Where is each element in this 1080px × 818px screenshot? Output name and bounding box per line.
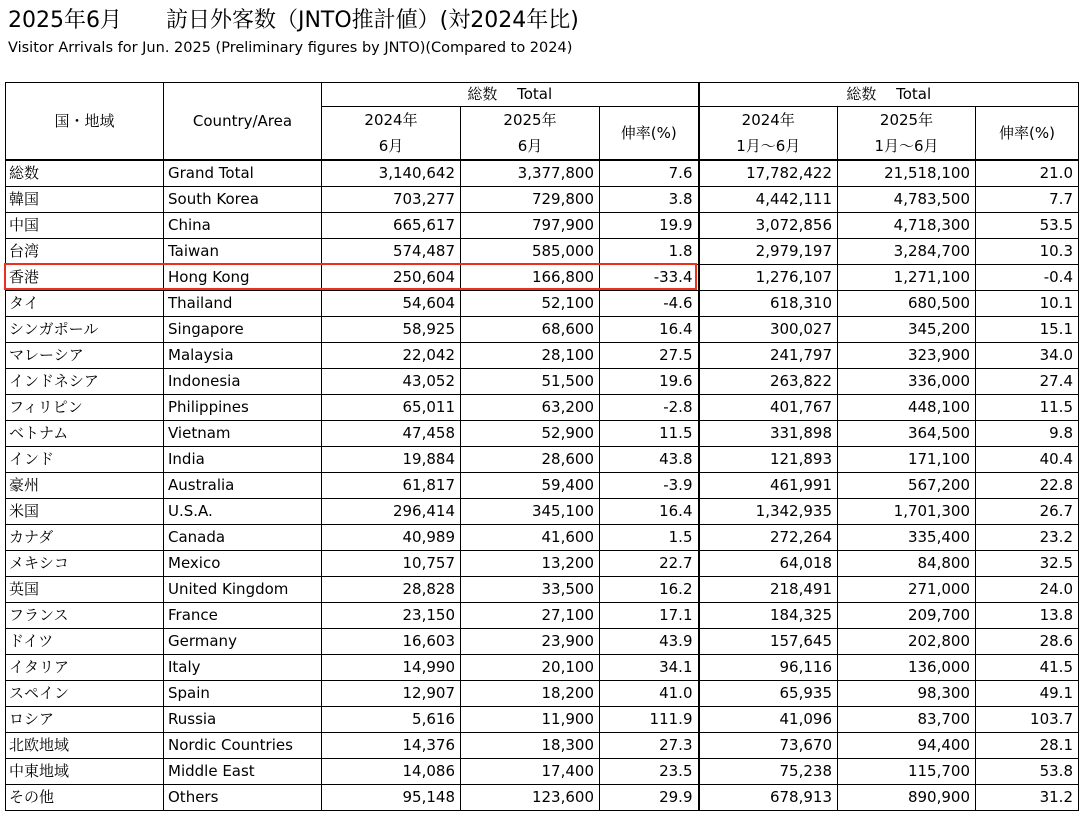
header-row-group — [6, 83, 1079, 107]
table-row — [6, 213, 1079, 239]
ytd-2024-cell: 331,898 — [699, 421, 838, 447]
country-ja-cell: 韓国 — [6, 187, 164, 213]
header-june-growth: 伸率(%) — [600, 107, 699, 161]
ytd-growth-cell: 15.1 — [976, 317, 1079, 343]
country-en-cell: Indonesia — [164, 369, 322, 395]
country-ja-cell: 台湾 — [6, 239, 164, 265]
table-row — [6, 421, 1079, 447]
ytd-growth-cell: 103.7 — [976, 707, 1079, 733]
country-ja-cell: インドネシア — [6, 369, 164, 395]
country-en-cell: Mexico — [164, 551, 322, 577]
june-2024-cell: 19,884 — [322, 447, 461, 473]
ytd-growth-cell: 27.4 — [976, 369, 1079, 395]
june-growth-cell: 16.2 — [600, 577, 699, 603]
country-ja-cell: ドイツ — [6, 629, 164, 655]
ytd-2024-cell: 73,670 — [699, 733, 838, 759]
ytd-2025-cell: 202,800 — [838, 629, 976, 655]
country-en-cell: Middle East — [164, 759, 322, 785]
june-2025-cell: 51,500 — [461, 369, 600, 395]
ytd-2025-cell: 94,400 — [838, 733, 976, 759]
june-2024-cell: 61,817 — [322, 473, 461, 499]
ytd-2025-cell: 3,284,700 — [838, 239, 976, 265]
header-june-2024-year: 2024年 — [364, 111, 418, 129]
country-en-cell: United Kingdom — [164, 577, 322, 603]
table-row — [6, 759, 1079, 785]
header-ytd-2025 — [838, 107, 976, 161]
ytd-2025-cell: 1,701,300 — [838, 499, 976, 525]
country-en-cell: China — [164, 213, 322, 239]
country-en-cell: Others — [164, 785, 322, 811]
country-en-cell: Canada — [164, 525, 322, 551]
june-growth-cell: 3.8 — [600, 187, 699, 213]
header-country-ja: 国・地域 — [6, 83, 164, 161]
june-growth-cell: -2.8 — [600, 395, 699, 421]
ytd-2024-cell: 1,342,935 — [699, 499, 838, 525]
header-june-2025-month: 6月 — [517, 137, 543, 155]
june-2025-cell: 68,600 — [461, 317, 600, 343]
ytd-2024-cell: 75,238 — [699, 759, 838, 785]
country-ja-cell: フィリピン — [6, 395, 164, 421]
june-2025-cell: 41,600 — [461, 525, 600, 551]
june-2024-cell: 703,277 — [322, 187, 461, 213]
page-title: 2025年6月 訪日外客数（JNTO推計値）(対2024年比) — [8, 8, 579, 33]
country-ja-cell: タイ — [6, 291, 164, 317]
country-en-cell: Singapore — [164, 317, 322, 343]
june-2024-cell: 250,604 — [322, 265, 461, 291]
country-en-cell: Germany — [164, 629, 322, 655]
country-ja-cell: 北欧地域 — [6, 733, 164, 759]
table-row — [6, 525, 1079, 551]
june-2025-cell: 11,900 — [461, 707, 600, 733]
table-body — [6, 160, 1079, 811]
june-growth-cell: 34.1 — [600, 655, 699, 681]
ytd-growth-cell: 13.8 — [976, 603, 1079, 629]
june-2025-cell: 18,200 — [461, 681, 600, 707]
june-2024-cell: 14,990 — [322, 655, 461, 681]
ytd-2025-cell: 890,900 — [838, 785, 976, 811]
country-en-cell: Australia — [164, 473, 322, 499]
ytd-growth-cell: 31.2 — [976, 785, 1079, 811]
country-ja-cell: イタリア — [6, 655, 164, 681]
country-ja-cell: インド — [6, 447, 164, 473]
ytd-2024-cell: 96,116 — [699, 655, 838, 681]
june-2025-cell: 3,377,800 — [461, 160, 600, 187]
country-en-cell: Thailand — [164, 291, 322, 317]
ytd-2024-cell: 3,072,856 — [699, 213, 838, 239]
country-ja-cell: メキシコ — [6, 551, 164, 577]
header-ytd-2025-year: 2025年 — [879, 111, 934, 129]
ytd-2025-cell: 98,300 — [838, 681, 976, 707]
country-en-cell: Grand Total — [164, 160, 322, 187]
ytd-2024-cell: 300,027 — [699, 317, 838, 343]
ytd-growth-cell: 41.5 — [976, 655, 1079, 681]
june-growth-cell: 1.8 — [600, 239, 699, 265]
june-2024-cell: 95,148 — [322, 785, 461, 811]
header-ytd-2025-months: 1月～6月 — [874, 137, 939, 155]
table-row — [6, 317, 1079, 343]
june-growth-cell: 111.9 — [600, 707, 699, 733]
june-2025-cell: 28,600 — [461, 447, 600, 473]
june-2024-cell: 10,757 — [322, 551, 461, 577]
ytd-2024-cell: 41,096 — [699, 707, 838, 733]
ytd-2025-cell: 115,700 — [838, 759, 976, 785]
ytd-2025-cell: 680,500 — [838, 291, 976, 317]
june-growth-cell: -4.6 — [600, 291, 699, 317]
june-2025-cell: 52,100 — [461, 291, 600, 317]
country-ja-cell: ロシア — [6, 707, 164, 733]
table-row — [6, 473, 1079, 499]
june-2024-cell: 23,150 — [322, 603, 461, 629]
ytd-growth-cell: 53.8 — [976, 759, 1079, 785]
june-2025-cell: 59,400 — [461, 473, 600, 499]
june-2025-cell: 729,800 — [461, 187, 600, 213]
ytd-2025-cell: 271,000 — [838, 577, 976, 603]
country-ja-cell: シンガポール — [6, 317, 164, 343]
page-subtitle: Visitor Arrivals for Jun. 2025 (Preliminary figures by JNTO)(Compared to 2024) — [8, 40, 573, 56]
country-en-cell: South Korea — [164, 187, 322, 213]
country-en-cell: Taiwan — [164, 239, 322, 265]
june-growth-cell: 7.6 — [600, 160, 699, 187]
ytd-2025-cell: 336,000 — [838, 369, 976, 395]
ytd-2025-cell: 567,200 — [838, 473, 976, 499]
ytd-2025-cell: 209,700 — [838, 603, 976, 629]
country-ja-cell: 中東地域 — [6, 759, 164, 785]
ytd-2024-cell: 157,645 — [699, 629, 838, 655]
header-june-2024 — [322, 107, 461, 161]
june-growth-cell: 29.9 — [600, 785, 699, 811]
header-ytd-2024-year: 2024年 — [741, 111, 795, 129]
june-2025-cell: 13,200 — [461, 551, 600, 577]
country-ja-cell: スペイン — [6, 681, 164, 707]
ytd-2025-cell: 345,200 — [838, 317, 976, 343]
june-growth-cell: 43.8 — [600, 447, 699, 473]
june-growth-cell: 17.1 — [600, 603, 699, 629]
table-row — [6, 629, 1079, 655]
june-growth-cell: 19.6 — [600, 369, 699, 395]
country-en-cell: Spain — [164, 681, 322, 707]
june-2025-cell: 585,000 — [461, 239, 600, 265]
ytd-2024-cell: 263,822 — [699, 369, 838, 395]
ytd-growth-cell: 10.1 — [976, 291, 1079, 317]
ytd-2024-cell: 618,310 — [699, 291, 838, 317]
ytd-growth-cell: 40.4 — [976, 447, 1079, 473]
ytd-2024-cell: 241,797 — [699, 343, 838, 369]
june-growth-cell: 16.4 — [600, 499, 699, 525]
country-ja-cell: 香港 — [6, 265, 164, 291]
june-2024-cell: 3,140,642 — [322, 160, 461, 187]
country-ja-cell: フランス — [6, 603, 164, 629]
table-row — [6, 187, 1079, 213]
header-ytd-growth: 伸率(%) — [976, 107, 1079, 161]
ytd-growth-cell: 28.6 — [976, 629, 1079, 655]
june-growth-cell: 27.5 — [600, 343, 699, 369]
ytd-growth-cell: 53.5 — [976, 213, 1079, 239]
ytd-2024-cell: 121,893 — [699, 447, 838, 473]
ytd-2025-cell: 1,271,100 — [838, 265, 976, 291]
june-2024-cell: 65,011 — [322, 395, 461, 421]
june-2025-cell: 797,900 — [461, 213, 600, 239]
june-2025-cell: 345,100 — [461, 499, 600, 525]
country-en-cell: Vietnam — [164, 421, 322, 447]
june-2024-cell: 5,616 — [322, 707, 461, 733]
ytd-growth-cell: 28.1 — [976, 733, 1079, 759]
june-growth-cell: 19.9 — [600, 213, 699, 239]
june-2025-cell: 18,300 — [461, 733, 600, 759]
ytd-2025-cell: 448,100 — [838, 395, 976, 421]
country-en-cell: Russia — [164, 707, 322, 733]
ytd-2024-cell: 401,767 — [699, 395, 838, 421]
june-2025-cell: 23,900 — [461, 629, 600, 655]
ytd-growth-cell: 11.5 — [976, 395, 1079, 421]
ytd-growth-cell: -0.4 — [976, 265, 1079, 291]
ytd-2025-cell: 136,000 — [838, 655, 976, 681]
country-ja-cell: 総数 — [6, 160, 164, 187]
country-ja-cell: 英国 — [6, 577, 164, 603]
country-ja-cell: マレーシア — [6, 343, 164, 369]
june-2024-cell: 14,376 — [322, 733, 461, 759]
country-en-cell: Hong Kong — [164, 265, 322, 291]
country-ja-cell: 豪州 — [6, 473, 164, 499]
ytd-2024-cell: 1,276,107 — [699, 265, 838, 291]
june-2024-cell: 58,925 — [322, 317, 461, 343]
ytd-2024-cell: 17,782,422 — [699, 160, 838, 187]
header-ytd-2024-months: 1月～6月 — [736, 137, 801, 155]
june-growth-cell: 1.5 — [600, 525, 699, 551]
table-row — [6, 707, 1079, 733]
ytd-2025-cell: 4,783,500 — [838, 187, 976, 213]
table-row — [6, 265, 1079, 291]
header-country-en: Country/Area — [164, 83, 322, 161]
table-row — [6, 369, 1079, 395]
ytd-growth-cell: 49.1 — [976, 681, 1079, 707]
june-2025-cell: 123,600 — [461, 785, 600, 811]
header-group-ytd: 総数 Total — [699, 83, 1079, 107]
ytd-2024-cell: 4,442,111 — [699, 187, 838, 213]
header-june-2024-month: 6月 — [378, 137, 404, 155]
table-row — [6, 577, 1079, 603]
june-growth-cell: 16.4 — [600, 317, 699, 343]
country-ja-cell: 中国 — [6, 213, 164, 239]
ytd-2024-cell: 184,325 — [699, 603, 838, 629]
june-growth-cell: -3.9 — [600, 473, 699, 499]
table-row — [6, 733, 1079, 759]
june-2024-cell: 28,828 — [322, 577, 461, 603]
table-row — [6, 603, 1079, 629]
ytd-growth-cell: 24.0 — [976, 577, 1079, 603]
ytd-2025-cell: 21,518,100 — [838, 160, 976, 187]
june-2024-cell: 12,907 — [322, 681, 461, 707]
country-ja-cell: カナダ — [6, 525, 164, 551]
june-growth-cell: 41.0 — [600, 681, 699, 707]
header-june-2025-year: 2025年 — [503, 111, 557, 129]
ytd-2024-cell: 218,491 — [699, 577, 838, 603]
country-ja-cell: 米国 — [6, 499, 164, 525]
country-en-cell: Philippines — [164, 395, 322, 421]
table-row — [6, 160, 1079, 187]
table-row — [6, 785, 1079, 811]
june-2024-cell: 40,989 — [322, 525, 461, 551]
table-row — [6, 655, 1079, 681]
visitor-arrivals-table — [5, 82, 1079, 811]
june-2024-cell: 296,414 — [322, 499, 461, 525]
june-2024-cell: 47,458 — [322, 421, 461, 447]
country-en-cell: India — [164, 447, 322, 473]
june-2024-cell: 43,052 — [322, 369, 461, 395]
ytd-growth-cell: 7.7 — [976, 187, 1079, 213]
june-growth-cell: 43.9 — [600, 629, 699, 655]
june-2025-cell: 33,500 — [461, 577, 600, 603]
table-row — [6, 291, 1079, 317]
june-2025-cell: 28,100 — [461, 343, 600, 369]
country-en-cell: Italy — [164, 655, 322, 681]
ytd-growth-cell: 22.8 — [976, 473, 1079, 499]
ytd-2025-cell: 171,100 — [838, 447, 976, 473]
ytd-2025-cell: 83,700 — [838, 707, 976, 733]
ytd-2025-cell: 4,718,300 — [838, 213, 976, 239]
ytd-2025-cell: 84,800 — [838, 551, 976, 577]
country-en-cell: Malaysia — [164, 343, 322, 369]
june-2025-cell: 166,800 — [461, 265, 600, 291]
table-row — [6, 551, 1079, 577]
country-ja-cell: ベトナム — [6, 421, 164, 447]
table-row — [6, 447, 1079, 473]
table-row — [6, 239, 1079, 265]
ytd-2024-cell: 272,264 — [699, 525, 838, 551]
june-growth-cell: 23.5 — [600, 759, 699, 785]
june-2024-cell: 22,042 — [322, 343, 461, 369]
june-2024-cell: 14,086 — [322, 759, 461, 785]
june-growth-cell: 22.7 — [600, 551, 699, 577]
june-growth-cell: 11.5 — [600, 421, 699, 447]
june-2025-cell: 52,900 — [461, 421, 600, 447]
june-growth-cell: -33.4 — [600, 265, 699, 291]
ytd-growth-cell: 10.3 — [976, 239, 1079, 265]
country-ja-cell: その他 — [6, 785, 164, 811]
ytd-2024-cell: 65,935 — [699, 681, 838, 707]
june-2025-cell: 27,100 — [461, 603, 600, 629]
june-2025-cell: 17,400 — [461, 759, 600, 785]
ytd-2024-cell: 678,913 — [699, 785, 838, 811]
header-group-june: 総数 Total — [322, 83, 699, 107]
header-june-2025 — [461, 107, 600, 161]
ytd-2024-cell: 2,979,197 — [699, 239, 838, 265]
ytd-2025-cell: 335,400 — [838, 525, 976, 551]
country-en-cell: Nordic Countries — [164, 733, 322, 759]
june-2024-cell: 16,603 — [322, 629, 461, 655]
june-2024-cell: 665,617 — [322, 213, 461, 239]
ytd-2024-cell: 64,018 — [699, 551, 838, 577]
ytd-growth-cell: 26.7 — [976, 499, 1079, 525]
ytd-2025-cell: 323,900 — [838, 343, 976, 369]
june-2025-cell: 63,200 — [461, 395, 600, 421]
header-ytd-2024 — [699, 107, 838, 161]
table-row — [6, 499, 1079, 525]
ytd-growth-cell: 9.8 — [976, 421, 1079, 447]
ytd-growth-cell: 34.0 — [976, 343, 1079, 369]
country-en-cell: U.S.A. — [164, 499, 322, 525]
country-en-cell: France — [164, 603, 322, 629]
june-growth-cell: 27.3 — [600, 733, 699, 759]
ytd-2025-cell: 364,500 — [838, 421, 976, 447]
june-2024-cell: 574,487 — [322, 239, 461, 265]
table-row — [6, 343, 1079, 369]
june-2025-cell: 20,100 — [461, 655, 600, 681]
june-2024-cell: 54,604 — [322, 291, 461, 317]
ytd-growth-cell: 32.5 — [976, 551, 1079, 577]
ytd-growth-cell: 23.2 — [976, 525, 1079, 551]
ytd-growth-cell: 21.0 — [976, 160, 1079, 187]
table-row — [6, 395, 1079, 421]
ytd-2024-cell: 461,991 — [699, 473, 838, 499]
table-row — [6, 681, 1079, 707]
